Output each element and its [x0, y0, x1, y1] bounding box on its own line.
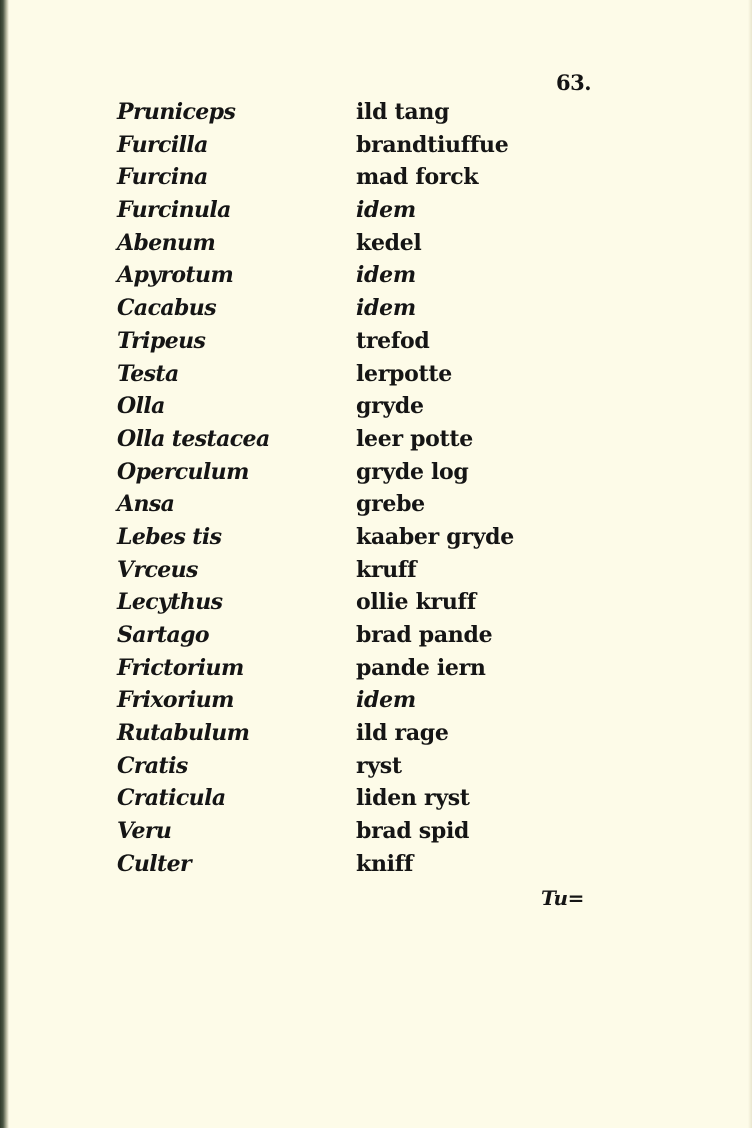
latin-term: Veru: [117, 818, 172, 845]
latin-term: Cacabus: [117, 295, 216, 322]
danish-term: ryst: [356, 752, 402, 779]
danish-term: ollie kruff: [356, 589, 476, 616]
latin-term: Lecythus: [117, 589, 223, 616]
latin-term: Ansa: [117, 491, 175, 518]
page-number: 63.: [556, 70, 592, 95]
danish-term: idem: [356, 197, 416, 224]
danish-term: pande iern: [356, 654, 486, 681]
danish-term: trefod: [356, 327, 430, 354]
danish-term: idem: [356, 262, 416, 289]
latin-term: Lebes tis: [117, 523, 222, 550]
danish-term: mad forck: [356, 164, 479, 191]
danish-term-column: [356, 96, 514, 881]
danish-term: brandtiuffue: [356, 131, 509, 158]
latin-term: Rutabulum: [117, 720, 250, 747]
latin-term: Olla testacea: [117, 425, 270, 452]
latin-term: Olla: [117, 393, 165, 420]
danish-term: kaaber gryde: [356, 523, 514, 550]
latin-term-column: [117, 96, 270, 881]
danish-term: ild rage: [356, 720, 449, 747]
catchword: Tu=: [541, 886, 584, 910]
latin-term: Abenum: [117, 229, 216, 256]
latin-term: Vrceus: [117, 556, 198, 583]
page-binding-shadow: [0, 0, 9, 1128]
latin-term: Tripeus: [117, 327, 206, 354]
latin-term: Frictorium: [117, 654, 244, 681]
latin-term: Furcina: [117, 164, 208, 191]
latin-term: Testa: [117, 360, 179, 387]
danish-term: gryde log: [356, 458, 469, 485]
latin-term: Craticula: [117, 785, 226, 812]
latin-term: Furcinula: [117, 197, 231, 224]
danish-term: brad pande: [356, 622, 493, 648]
page-edge: [748, 0, 752, 1128]
danish-term: liden ryst: [356, 785, 470, 812]
latin-term: Furcilla: [117, 131, 208, 158]
danish-term: kedel: [356, 229, 422, 256]
danish-term: gryde: [356, 393, 424, 420]
danish-term: leer potte: [356, 425, 473, 452]
danish-term: lerpotte: [356, 360, 452, 387]
danish-term: brad spid: [356, 818, 470, 845]
danish-term: idem: [356, 295, 416, 322]
latin-term: Frixorium: [117, 687, 234, 714]
latin-term: Sartago: [117, 622, 210, 648]
latin-term: Apyrotum: [117, 262, 234, 289]
latin-term: Culter: [117, 850, 192, 877]
scan-margin: [0, 1128, 756, 1146]
danish-term: kniff: [356, 850, 414, 877]
latin-term: Cratis: [117, 752, 188, 779]
danish-term: kruff: [356, 556, 417, 583]
latin-term: Operculum: [117, 458, 249, 485]
danish-term: grebe: [356, 491, 425, 518]
danish-term: ild tang: [356, 99, 450, 125]
danish-term: idem: [356, 687, 416, 714]
latin-term: Pruniceps: [117, 99, 236, 125]
